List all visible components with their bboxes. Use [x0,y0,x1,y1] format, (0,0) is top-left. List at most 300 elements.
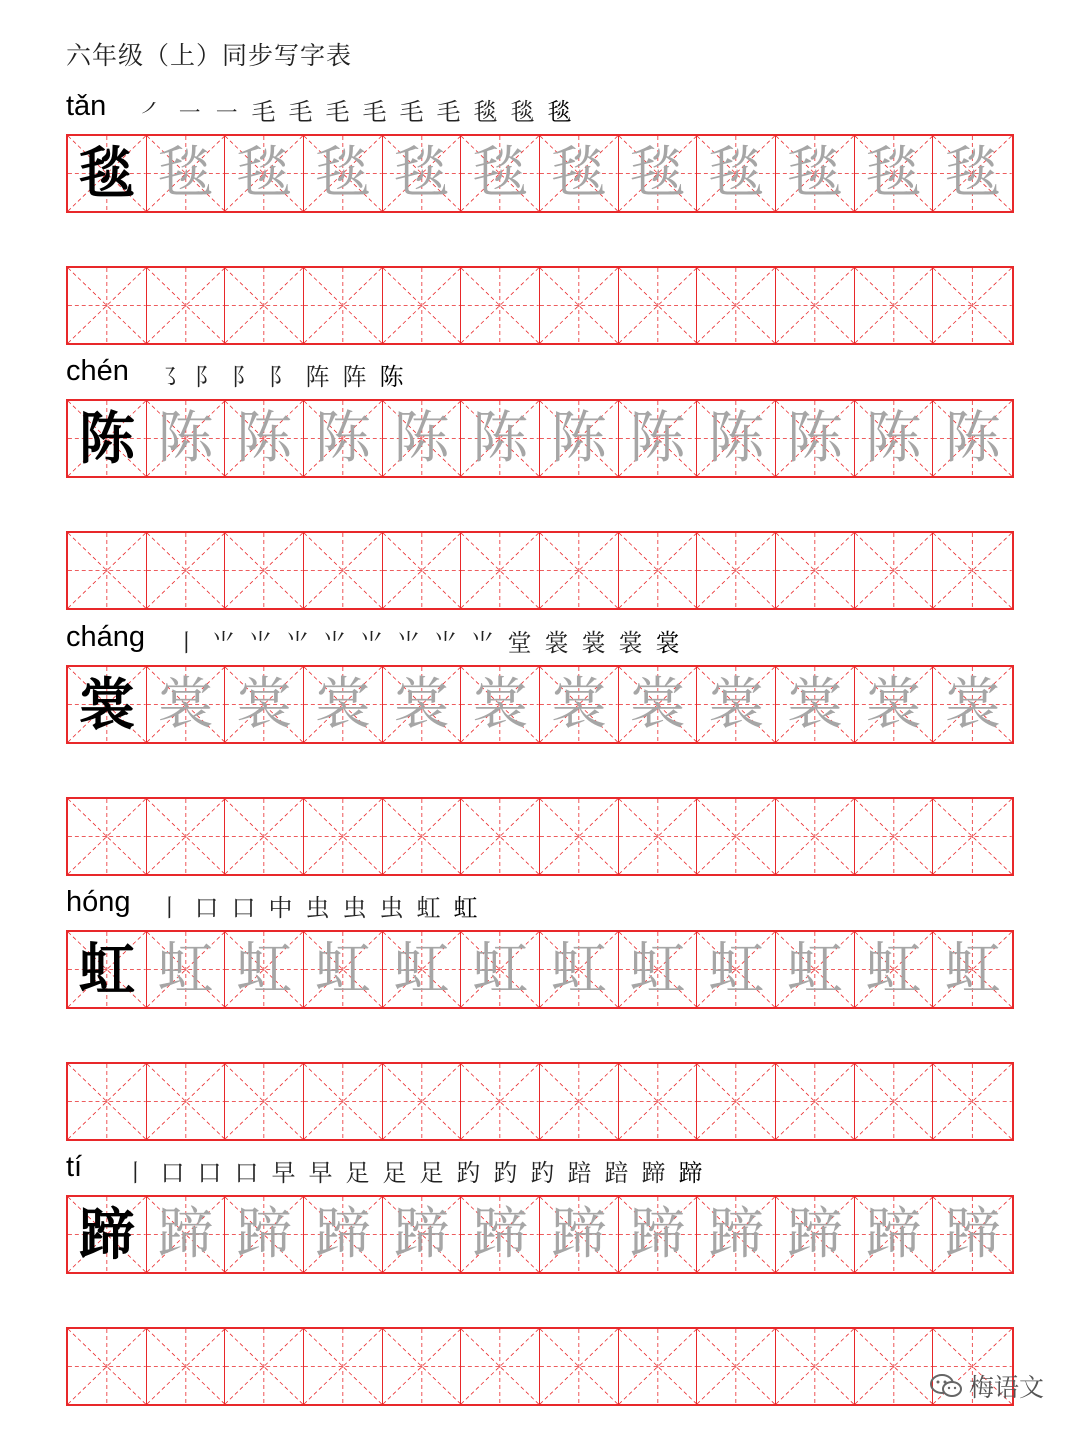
trace-character: 虹 [472,936,529,1002]
stroke-step: 口 [160,1159,185,1187]
stroke-step: 踣 [604,1159,629,1187]
trace-cell[interactable] [697,1197,776,1272]
stroke-step: 蹄 [641,1159,666,1187]
practice-cell[interactable] [68,533,147,608]
practice-row [66,797,1014,876]
practice-cell[interactable] [304,1329,383,1404]
trace-cell[interactable] [933,1197,1012,1272]
trace-character: 蹄 [393,1201,450,1267]
grid-guides [383,268,461,343]
trace-cell[interactable] [304,1197,383,1272]
grid-guides [147,533,225,608]
practice-cell[interactable] [383,1329,462,1404]
trace-character: 毯 [157,140,214,206]
trace-cell[interactable] [697,932,776,1007]
trace-cell[interactable] [933,667,1012,742]
grid-guides [855,268,933,343]
stroke-step: 口 [231,894,256,922]
practice-cell[interactable] [68,799,147,874]
stroke-step: 虹 [453,894,478,922]
practice-cell[interactable] [461,533,540,608]
stroke-step: 足 [419,1159,444,1187]
grid-guides [68,268,146,343]
watermark [929,1368,1044,1404]
model-character: 毯 [78,140,135,207]
stroke-step: ⺌ [470,629,495,657]
model-cell[interactable] [68,932,147,1007]
trace-character: 陈 [472,405,529,471]
grid-guides [697,1329,775,1404]
pinyin-label: tǎn [66,90,107,122]
stroke-step: 毯 [473,98,498,126]
trace-cell[interactable] [383,667,462,742]
trace-cell[interactable] [619,1197,698,1272]
grid-guides [225,268,303,343]
trace-character: 毯 [550,140,607,206]
practice-cell[interactable] [619,533,698,608]
stroke-step: 毛 [399,98,424,126]
stroke-step: 毛 [325,98,350,126]
practice-cell[interactable] [461,1329,540,1404]
trace-character: 裳 [944,671,1001,737]
practice-cell[interactable] [933,533,1012,608]
trace-cell[interactable] [461,667,540,742]
grid-guides [304,268,382,343]
practice-cell[interactable] [619,268,698,343]
practice-cell[interactable] [304,799,383,874]
trace-cell[interactable] [933,932,1012,1007]
tracing-row [66,1195,1014,1274]
practice-cell[interactable] [855,1329,934,1404]
trace-cell[interactable] [304,667,383,742]
trace-character: 虹 [629,936,686,1002]
trace-character: 毯 [708,140,765,206]
trace-character: 陈 [708,405,765,471]
trace-character: 陈 [550,405,607,471]
practice-cell[interactable] [776,799,855,874]
trace-cell[interactable] [383,1197,462,1272]
stroke-step: 裳 [618,629,643,657]
stroke-step: ㇒ [140,98,165,126]
trace-character: 虹 [236,936,293,1002]
stroke-step: 毛 [362,98,387,126]
trace-cell[interactable] [619,667,698,742]
grid-guides [540,268,618,343]
grid-guides [147,1329,225,1404]
model-cell[interactable] [68,401,147,476]
trace-character: 毯 [472,140,529,206]
trace-character: 蹄 [865,1201,922,1267]
grid-guides [933,1064,1012,1139]
trace-cell[interactable] [933,401,1012,476]
trace-cell[interactable] [855,667,934,742]
practice-cell[interactable] [68,1329,147,1404]
trace-character: 陈 [944,405,1001,471]
model-cell[interactable] [68,667,147,742]
practice-cell[interactable] [855,799,934,874]
stroke-order [154,888,481,923]
trace-character: 裳 [472,671,529,737]
grid-guides [383,1329,461,1404]
trace-cell[interactable] [540,667,619,742]
trace-character: 蹄 [472,1201,529,1267]
trace-character: 裳 [865,671,922,737]
trace-cell[interactable] [933,136,1012,211]
stroke-step: 早 [308,1159,333,1187]
trace-cell[interactable] [697,136,776,211]
trace-cell[interactable] [383,932,462,1007]
trace-character: 蹄 [629,1201,686,1267]
practice-cell[interactable] [461,799,540,874]
practice-cell[interactable] [304,268,383,343]
stroke-step: ⺌ [248,629,273,657]
trace-character: 陈 [786,405,843,471]
stroke-step: 足 [345,1159,370,1187]
practice-cell[interactable] [225,1329,304,1404]
practice-cell[interactable] [697,1329,776,1404]
stroke-step: 阝 [268,363,293,391]
stroke-step: 堂 [507,629,532,657]
practice-cell[interactable] [933,799,1012,874]
tracing-row [66,930,1014,1009]
grid-guides [776,799,854,874]
stroke-step: 丨 [174,629,199,657]
trace-cell[interactable] [225,1197,304,1272]
stroke-step: 裳 [655,629,680,657]
grid-guides [147,268,225,343]
grid-guides [304,799,382,874]
stroke-step: 阝 [194,363,219,391]
practice-cell[interactable] [68,268,147,343]
grid-guides [776,1064,854,1139]
trace-cell[interactable] [147,667,226,742]
grid-guides [304,533,382,608]
trace-character: 虹 [708,936,765,1002]
trace-character: 虹 [393,936,450,1002]
trace-character: 陈 [236,405,293,471]
grid-guides [933,268,1012,343]
tracing-row [66,399,1014,478]
trace-cell[interactable] [619,932,698,1007]
pinyin-label: hóng [66,886,131,918]
trace-cell[interactable] [461,136,540,211]
watermark-text: 梅语文 [968,1373,1044,1402]
trace-cell[interactable] [776,136,855,211]
practice-cell[interactable] [304,533,383,608]
trace-cell[interactable] [855,401,934,476]
grid-guides [540,1329,618,1404]
trace-character: 蹄 [708,1201,765,1267]
trace-character: 虹 [944,936,1001,1002]
practice-cell[interactable] [147,533,226,608]
stroke-step: 丨 [157,894,182,922]
grid-guides [147,799,225,874]
stroke-step: 虫 [379,894,404,922]
trace-character: 陈 [629,405,686,471]
trace-cell[interactable] [855,932,934,1007]
stroke-step: ⺌ [396,629,421,657]
trace-character: 毯 [314,140,371,206]
trace-character: 虹 [550,936,607,1002]
trace-cell[interactable] [304,401,383,476]
trace-character: 虹 [157,936,214,1002]
trace-cell[interactable] [776,1197,855,1272]
stroke-step: 毛 [251,98,276,126]
grid-guides [697,1064,775,1139]
trace-character: 虹 [786,936,843,1002]
practice-cell[interactable] [68,1064,147,1139]
stroke-step: 裳 [581,629,606,657]
stroke-step: ⺌ [211,629,236,657]
practice-cell[interactable] [540,533,619,608]
grid-guides [68,799,146,874]
trace-character: 裳 [629,671,686,737]
practice-cell[interactable] [933,1064,1012,1139]
trace-character: 蹄 [786,1201,843,1267]
practice-cell[interactable] [383,799,462,874]
practice-cell[interactable] [776,1329,855,1404]
grid-guides [461,1064,539,1139]
practice-cell[interactable] [540,268,619,343]
stroke-step: 口 [234,1159,259,1187]
trace-cell[interactable] [383,136,462,211]
trace-cell[interactable] [697,401,776,476]
practice-cell[interactable] [540,1064,619,1139]
grid-guides [461,799,539,874]
model-cell[interactable] [68,1197,147,1272]
practice-cell[interactable] [147,268,226,343]
practice-cell[interactable] [540,799,619,874]
trace-cell[interactable] [619,401,698,476]
practice-cell[interactable] [776,533,855,608]
stroke-step: 虫 [342,894,367,922]
practice-cell[interactable] [776,268,855,343]
trace-cell[interactable] [776,667,855,742]
trace-cell[interactable] [461,401,540,476]
trace-character: 蹄 [550,1201,607,1267]
practice-cell[interactable] [697,799,776,874]
stroke-step: 口 [197,1159,222,1187]
grid-guides [619,533,697,608]
trace-character: 毯 [629,140,686,206]
trace-character: 毯 [236,140,293,206]
model-character: 陈 [78,405,135,472]
page-title: 六年级（上）同步写字表 [66,41,353,70]
wechat-icon [929,1372,963,1400]
grid-guides [68,1329,146,1404]
trace-cell[interactable] [147,401,226,476]
practice-cell[interactable] [697,268,776,343]
trace-cell[interactable] [147,136,226,211]
practice-cell[interactable] [147,1064,226,1139]
trace-character: 蹄 [157,1201,214,1267]
practice-cell[interactable] [461,1064,540,1139]
practice-cell[interactable] [461,268,540,343]
practice-cell[interactable] [933,268,1012,343]
grid-guides [383,1064,461,1139]
trace-cell[interactable] [697,667,776,742]
stroke-step: ⺌ [285,629,310,657]
grid-guides [147,1064,225,1139]
practice-row [66,266,1014,345]
practice-cell[interactable] [304,1064,383,1139]
stroke-step: 陈 [379,363,404,391]
stroke-step: 中 [268,894,293,922]
pinyin-label: tí [66,1151,83,1183]
stroke-step: 趵 [530,1159,555,1187]
trace-character: 虹 [314,936,371,1002]
stroke-step: 阵 [342,363,367,391]
grid-guides [619,268,697,343]
model-character: 虹 [78,936,135,1003]
practice-cell[interactable] [619,1064,698,1139]
trace-cell[interactable] [855,136,934,211]
practice-row [66,1327,1014,1406]
practice-cell[interactable] [697,1064,776,1139]
trace-cell[interactable] [383,401,462,476]
trace-character: 陈 [314,405,371,471]
trace-character: 毯 [393,140,450,206]
trace-cell[interactable] [540,932,619,1007]
practice-row [66,1062,1014,1141]
stroke-step: 毛 [288,98,313,126]
stroke-step: ⺌ [322,629,347,657]
trace-character: 陈 [865,405,922,471]
trace-cell[interactable] [540,1197,619,1272]
grid-guides [68,533,146,608]
trace-cell[interactable] [225,136,304,211]
practice-cell[interactable] [147,799,226,874]
stroke-step: 趵 [493,1159,518,1187]
practice-cell[interactable] [147,1329,226,1404]
stroke-step: 裳 [544,629,569,657]
trace-cell[interactable] [461,932,540,1007]
grid-guides [933,533,1012,608]
practice-cell[interactable] [383,268,462,343]
practice-cell[interactable] [855,268,934,343]
tracing-row [66,665,1014,744]
trace-character: 裳 [393,671,450,737]
tracing-row [66,134,1014,213]
stroke-order [154,357,407,392]
grid-guides [461,533,539,608]
trace-cell[interactable] [225,667,304,742]
trace-character: 毯 [944,140,1001,206]
trace-cell[interactable] [225,932,304,1007]
trace-cell[interactable] [619,136,698,211]
trace-character: 陈 [393,405,450,471]
grid-guides [304,1329,382,1404]
trace-cell[interactable] [540,136,619,211]
practice-cell[interactable] [225,799,304,874]
practice-cell[interactable] [540,1329,619,1404]
trace-character: 蹄 [944,1201,1001,1267]
stroke-step: ⺌ [433,629,458,657]
stroke-order [137,92,575,127]
trace-character: 毯 [865,140,922,206]
practice-cell[interactable] [225,1064,304,1139]
model-character: 蹄 [78,1201,135,1268]
stroke-step: 足 [382,1159,407,1187]
trace-character: 蹄 [236,1201,293,1267]
grid-guides [776,1329,854,1404]
practice-cell[interactable] [619,1329,698,1404]
stroke-step: ㇐ [214,98,239,126]
practice-cell[interactable] [697,533,776,608]
trace-cell[interactable] [776,401,855,476]
trace-cell[interactable] [304,136,383,211]
trace-character: 裳 [550,671,607,737]
grid-guides [619,1329,697,1404]
trace-character: 裳 [157,671,214,737]
grid-guides [225,799,303,874]
practice-cell[interactable] [225,268,304,343]
stroke-step: 阝 [231,363,256,391]
practice-cell[interactable] [383,1064,462,1139]
trace-character: 裳 [786,671,843,737]
stroke-step: 蹄 [678,1159,703,1187]
trace-cell[interactable] [776,932,855,1007]
practice-cell[interactable] [776,1064,855,1139]
pinyin-label: chén [66,355,129,387]
trace-cell[interactable] [540,401,619,476]
trace-cell[interactable] [855,1197,934,1272]
grid-guides [304,1064,382,1139]
practice-cell[interactable] [619,799,698,874]
trace-cell[interactable] [147,932,226,1007]
model-cell[interactable] [68,136,147,211]
practice-cell[interactable] [855,533,934,608]
grid-guides [697,268,775,343]
trace-character: 蹄 [314,1201,371,1267]
stroke-step: 踣 [567,1159,592,1187]
trace-cell[interactable] [147,1197,226,1272]
grid-guides [383,533,461,608]
pinyin-label: cháng [66,621,146,653]
stroke-step: ㇐ [177,98,202,126]
grid-guides [855,799,933,874]
grid-guides [540,1064,618,1139]
grid-guides [68,1064,146,1139]
trace-character: 陈 [157,405,214,471]
stroke-order [120,1153,706,1188]
grid-guides [933,799,1012,874]
grid-guides [697,799,775,874]
grid-guides [461,268,539,343]
grid-guides [855,533,933,608]
stroke-step: 口 [194,894,219,922]
trace-character: 裳 [314,671,371,737]
stroke-order [171,623,683,658]
trace-cell[interactable] [461,1197,540,1272]
practice-cell[interactable] [855,1064,934,1139]
stroke-step: 虹 [416,894,441,922]
grid-guides [540,799,618,874]
stroke-step: ㇌ [157,363,182,391]
stroke-step: 早 [271,1159,296,1187]
grid-guides [619,1064,697,1139]
grid-guides [383,799,461,874]
trace-cell[interactable] [304,932,383,1007]
practice-cell[interactable] [225,533,304,608]
trace-character: 毯 [786,140,843,206]
grid-guides [697,533,775,608]
stroke-step: ⺌ [359,629,384,657]
stroke-step: 毛 [436,98,461,126]
trace-character: 裳 [708,671,765,737]
practice-cell[interactable] [383,533,462,608]
trace-cell[interactable] [225,401,304,476]
